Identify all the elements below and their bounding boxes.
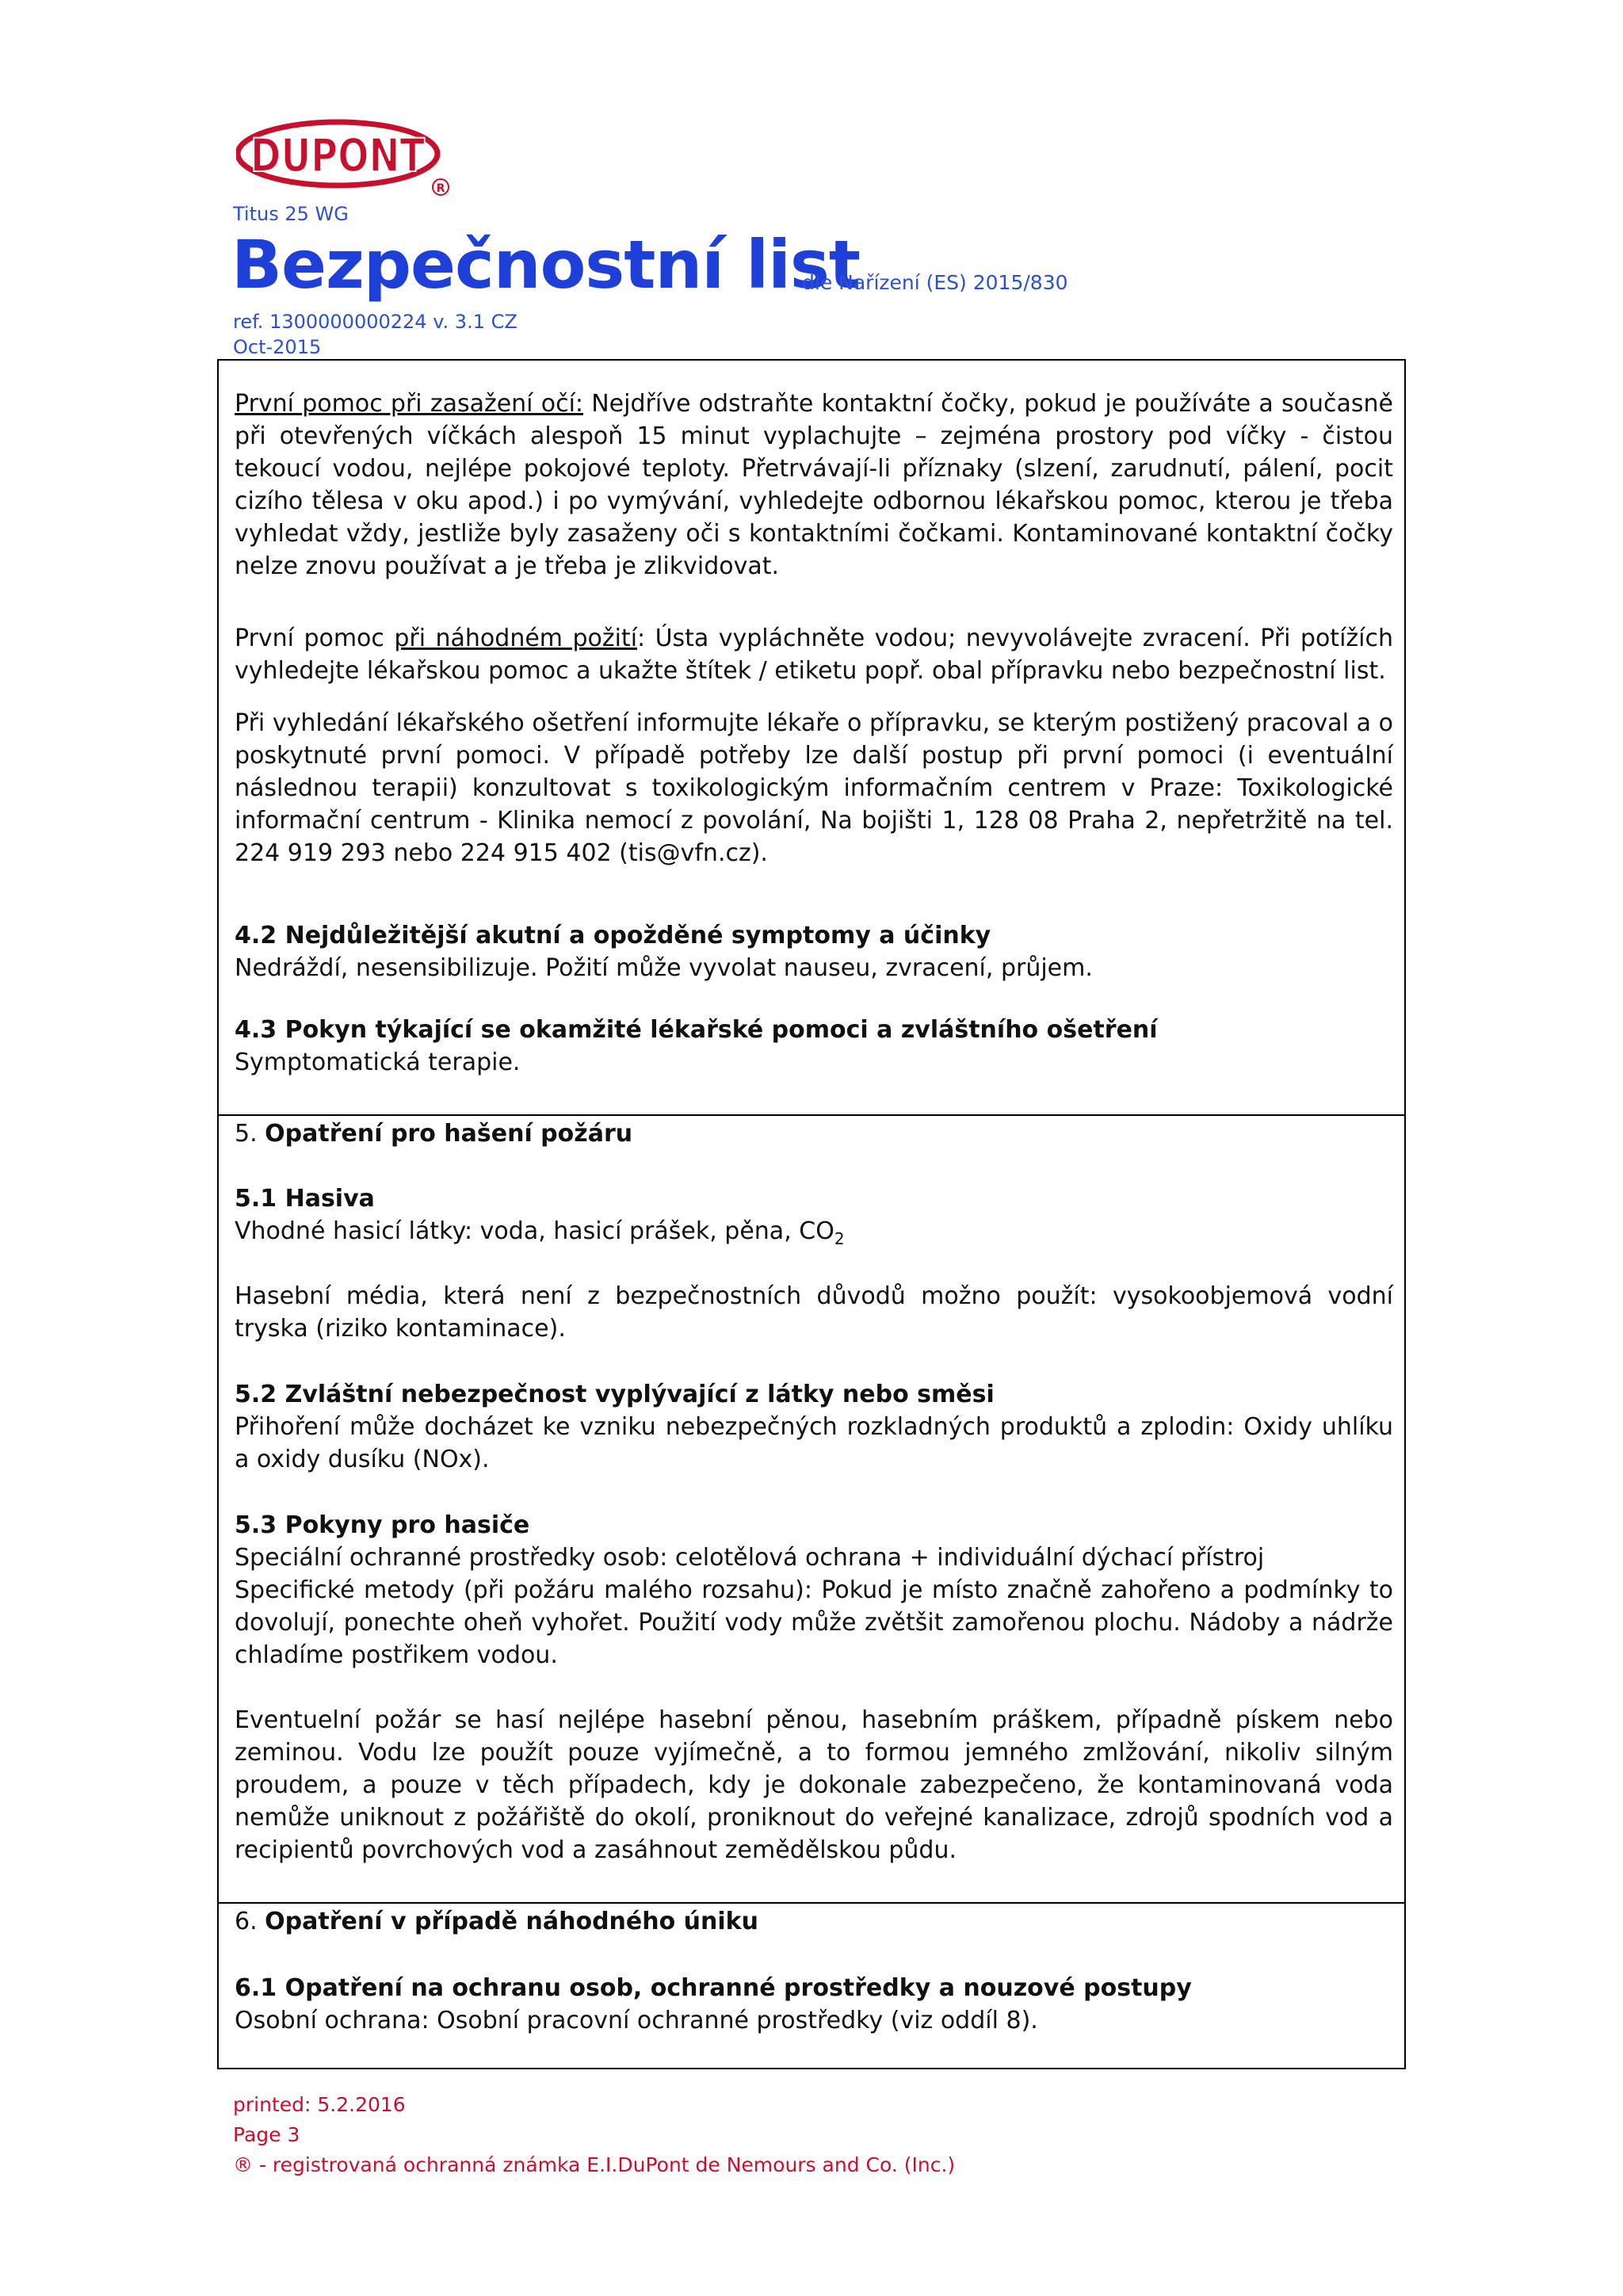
swallow-text: : Ústa vypláchněte vodou; nevyvolávejte zvracení. Při potížích vyhledejte lékařskou pomoc a ukažte štítek / etiketu popř. obal přípravku nebo bezpečnostní list. bbox=[235, 625, 1393, 685]
page-number: Page 3 bbox=[233, 2123, 300, 2146]
revision-date: Oct-2015 bbox=[233, 336, 322, 358]
swallow-first-aid bbox=[235, 622, 1393, 687]
heading-6-1: 6.1 Opatření na ochranu osob, ochranné prostředky a nouzové postupy bbox=[235, 1974, 1192, 2002]
product-name: Titus 25 WG bbox=[233, 203, 349, 225]
section-5-heading: Opatření pro hašení požáru bbox=[265, 1120, 633, 1148]
heading-5-1: 5.1 Hasiva bbox=[235, 1185, 375, 1213]
text-5-3b: Specifické metody (při požáru malého rozsahu): Pokud je místo značně zahořeno a podmínky to dovolují, ponechte oheň vyhořet. Použití vody může zvětšit zamořenou plochu. Nádoby a nádrže chladíme postřikem vodou. bbox=[235, 1576, 1393, 1669]
content-frame bbox=[217, 359, 1406, 2069]
text-6-1: Osobní ochrana: Osobní pracovní ochranné prostředky (viz oddíl 8). bbox=[235, 2007, 1038, 2034]
section-6-title bbox=[235, 1905, 1393, 1938]
heading-4-3: 4.3 Pokyn týkající se okamžité lékařské pomoci a zvláštního ošetření bbox=[235, 1016, 1158, 1044]
svg-text:R: R bbox=[436, 182, 445, 195]
extinguishers-text: Vhodné hasicí látky: voda, hasicí prášek, pěna, CO bbox=[235, 1217, 834, 1245]
section-6-number: 6. bbox=[235, 1908, 265, 1935]
text-5-1a bbox=[235, 1215, 1393, 1255]
text-4-2: Nedráždí, nesensibilizuje. Požití může vyvolat nauseu, zvracení, průjem. bbox=[235, 954, 1093, 982]
text-4-3: Symptomatická terapie. bbox=[235, 1049, 521, 1076]
eye-first-aid-label: První pomoc při zasažení očí: bbox=[235, 390, 584, 418]
doctor-info: Při vyhledání lékařského ošetření informujte lékaře o přípravku, se kterým postižený pracoval a o poskytnuté první pomoci. V případě potřeby lze další postup při první pomoci (i eventuální následnou terapii) konzultovat s toxikologickým informačním centrem v Praze: Toxikologické informační centrum - Klinika nemocí z povolání, Na bojišti 1, 128 08 Praha 2, nepřetržitě na tel. 224 919 293 nebo 224 915 402 (tis@vfn.cz). bbox=[235, 709, 1393, 867]
text-5-3c: Eventuelní požár se hasí nejlépe hasební pěnou, hasebním práškem, případně pískem nebo zeminou. Vodu lze použít pouze vyjímečně, a to formou jemného zmlžování, nikoliv silným proudem, a pouze v těch případech, kdy je dokonale zabezpečeno, že kontaminovaná voda nemůže uniknout z požářiště do okolí, proniknout do veřejné kanalizace, zdrojů spodních vod a recipientů povrchových vod a zasáhnout zemědělskou půdu. bbox=[235, 1706, 1393, 1864]
heading-4-2: 4.2 Nejdůležitější akutní a opožděné symptomy a účinky bbox=[235, 922, 991, 949]
section-5-title bbox=[235, 1117, 1393, 1150]
logo-text: DUPONT bbox=[250, 128, 426, 182]
text-5-1b: Hasební média, která není z bezpečnostních důvodů možno použít: vysokoobjemová vodní tryska (riziko kontaminace). bbox=[235, 1282, 1393, 1343]
text-5-3a: Speciální ochranné prostředky osob: celotělová ochrana + individuální dýchací přístroj bbox=[235, 1544, 1265, 1572]
dupont-logo bbox=[236, 119, 456, 198]
section-6-heading: Opatření v případě náhodného úniku bbox=[265, 1908, 758, 1935]
section-5-divider bbox=[219, 1114, 1404, 1116]
eye-first-aid-text: Nejdříve odstraňte kontaktní čočky, pokud je používáte a současně při otevřených víčkách alespoň 15 minut vyplachujte – zejména prostory pod víčky - čistou tekoucí vodou, nejlépe pokojové teploty. Přetrvávají-li příznaky (slzení, zarudnutí, pálení, pocit cizího tělesa v oku apod.) i po vymývání, vyhledejte odbornou lékařskou pomoc, kterou je třeba vyhledat vždy, jestliže byly zasaženy oči s kontaktními čočkami. Kontaminované kontaktní čočky nelze znovu používat a je třeba je zlikvidovat. bbox=[235, 390, 1393, 580]
heading-5-3: 5.3 Pokyny pro hasiče bbox=[235, 1511, 530, 1539]
trademark-note: ® - registrovaná ochranná známka E.I.DuPont de Nemours and Co. (Inc.) bbox=[233, 2153, 956, 2176]
section-6-divider bbox=[219, 1902, 1404, 1904]
swallow-prefix: První pomoc bbox=[235, 625, 395, 652]
swallow-label: při náhodném požití bbox=[394, 625, 638, 652]
printed-date: printed: 5.2.2016 bbox=[233, 2093, 406, 2116]
reference-number: ref. 1300000000224 v. 3.1 CZ bbox=[233, 311, 517, 333]
text-5-2: Přihoření může docházet ke vzniku nebezpečných rozkladných produktů a zplodin: Oxidy uhlíku a oxidy dusíku (NOx). bbox=[235, 1413, 1393, 1473]
co2-subscript: 2 bbox=[834, 1229, 845, 1248]
eye-first-aid bbox=[235, 388, 1393, 583]
regulation-note: dle Nařízení (ES) 2015/830 bbox=[802, 271, 1068, 294]
document-title: Bezpečnostní list bbox=[231, 226, 861, 304]
section-5-number: 5. bbox=[235, 1120, 265, 1148]
heading-5-2: 5.2 Zvláštní nebezpečnost vyplývající z látky nebo směsi bbox=[235, 1381, 995, 1408]
